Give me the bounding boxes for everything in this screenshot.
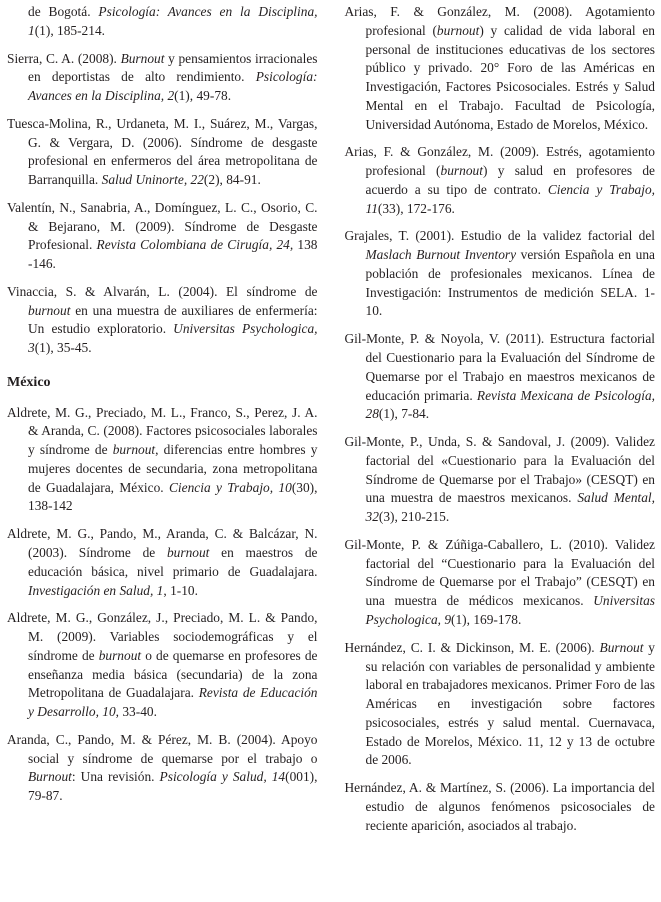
reference-text-segment: Aranda, C., Pando, M. & Pérez, M. B. (2004). Apoyo social y síndrome de quemarse por el trabajo o [7, 731, 318, 766]
reference-text-segment: de Bogotá. [28, 4, 99, 19]
reference-italic-segment: Psicología: Avances en la Disciplina, 1 [28, 4, 318, 38]
reference-text-segment: ) y salud en profesores de acuerdo a su tipo de contrato. [365, 163, 655, 197]
section-heading: México [7, 375, 51, 391]
reference-italic-segment: Ciencia y Trabajo, 11 [365, 181, 655, 216]
reference-text-segment: , 33-40. [115, 704, 157, 720]
references-column-right [345, 3, 656, 902]
reference-entry [7, 525, 318, 600]
reference-text-segment: Tuesca-Molina, R., Urdaneta, M. I., Suárez, M., Vargas, G. & Vergara, D. (2006). Síndrome de desgaste profesional en enfermeros del área metropolitana de Barranquilla. [7, 115, 318, 188]
reference-text-segment: y su relación con variables de personalidad y ambiente laboral en trabajadores mexicanos. Primer Foro de las Américas en investigación sobre factores psicosociales, estrés y salud mental. Cuernavaca, Estado de Morelos, México. 11, 12 y 13 de octubre de 2006. [365, 639, 656, 768]
reference-text-segment: Grajales, T. (2001). Estudio de la validez factorial del [344, 228, 655, 244]
reference-text-segment: (1), 169-178. [451, 611, 522, 627]
reference-text-segment: , 1-10. [163, 582, 198, 598]
reference-text-segment: en maestros de educación básica, nivel primario de Guadalajara. [28, 544, 318, 579]
reference-text-segment: (1), 35-45. [34, 340, 92, 356]
reference-text-segment: Aldrete, M. G., Preciado, M. L., Franco, S., Perez, J. A. & Aranda, C. (2008). Factores psicosociales laborales y síndrome de [7, 404, 318, 458]
reference-entry [7, 609, 318, 722]
reference-entry [345, 143, 656, 218]
reference-entry [345, 227, 656, 321]
reference-italic-segment: Revista de Educación y Desarrollo, 10 [28, 685, 318, 720]
reference-entry [7, 50, 318, 106]
reference-entry [345, 330, 656, 424]
reference-entry [345, 3, 656, 134]
reference-text-segment: 138 -146. [28, 237, 318, 272]
reference-text-segment: y pensamientos irracionales en deportistas de alto rendimiento. [28, 50, 318, 85]
reference-italic-segment: Burnout [28, 769, 72, 785]
reference-italic-segment: Universitas Psychologica, 9 [365, 593, 655, 627]
reference-text-segment: Valentín, N., Sanabria, A., Domínguez, L. C., Osorio, C. & Bejarano, M. (2009). Síndrome de Desgaste Profesional. [7, 199, 318, 253]
reference-text-segment: : Una revisión. [71, 769, 160, 785]
reference-entry [7, 199, 318, 274]
reference-italic-segment: Salud Uninorte, 22 [101, 172, 204, 188]
reference-text-segment: Gil-Monte, P., Unda, S. & Sandoval, J. (2009). Validez factorial del «Cuestionario para la Evaluación del Síndrome de Quemarse por el Trabajo» (CESQT) en una muestra de maestros mexicanos. [344, 434, 655, 506]
reference-text-segment: Aldrete, M. G., Pando, M., Aranda, C. & Balcázar, N. (2003). Síndrome de [7, 526, 318, 560]
reference-italic-segment: burnout [112, 442, 156, 458]
reference-text-segment: (1), 185-214. [34, 22, 105, 38]
reference-italic-segment: Salud Mental, 32 [365, 490, 655, 525]
reference-italic-segment: burnout [98, 647, 142, 663]
reference-entry [7, 115, 318, 190]
reference-text-segment: versión Española en una población de profesionales mexicanos. Línea de Investigación: Instrumentos de medición SELA. 1-10. [365, 247, 655, 319]
reference-entry [345, 779, 656, 835]
reference-italic-segment: burnout [28, 302, 71, 318]
reference-italic-segment: Psicología: Avances en la Disciplina, 2 [28, 69, 318, 104]
reference-italic-segment: burnout [436, 22, 480, 38]
reference-entry [7, 3, 318, 41]
references-column-left [7, 3, 318, 902]
reference-italic-segment: Revista Colombiana de Cirugía, 24, [96, 237, 294, 253]
reference-text-segment: Sierra, C. A. (2008). [7, 50, 121, 66]
reference-entry [7, 731, 318, 806]
reference-text-segment: Vinaccia, S. & Alvarán, L. (2004). El síndrome de [7, 283, 318, 299]
reference-text-segment: (33), 172-176. [377, 200, 455, 216]
reference-text-segment: en una muestra de auxiliares de enfermería: Un estudio exploratorio. [28, 302, 318, 337]
reference-italic-segment: Ciencia y Trabajo, 10 [169, 479, 292, 495]
reference-italic-segment: burnout [166, 544, 210, 560]
reference-text-segment: Hernández, A. & Martínez, S. (2006). La importancia del estudio de algunos fenómenos psicosociales de reciente aparición, asociados al trabajo. [344, 780, 655, 833]
reference-italic-segment: Universitas Psychologica, 3 [28, 321, 318, 356]
reference-italic-segment: burnout [440, 163, 483, 179]
reference-text-segment: Aldrete, M. G., González, J., Preciado, M. L. & Pando, M. (2009). Variables sociodemográficas y el síndrome de [7, 610, 318, 663]
reference-italic-segment: Burnout [599, 639, 644, 655]
reference-text-segment: (1), 7-84. [378, 406, 430, 422]
reference-italic-segment: Revista Mexicana de Psicología, 28 [365, 387, 655, 422]
reference-text-segment: Arias, F. & González, M. (2009). Estrés, agotamiento profesional ( [344, 144, 655, 179]
reference-text-segment: (1), 49-78. [174, 88, 232, 104]
reference-text-segment: , diferencias entre hombres y mujeres docentes de secundaria, zona metropolitana de Guadalajara, México. [28, 442, 318, 495]
reference-text-segment: Arias, F. & González, M. (2008). Agotamiento profesional ( [344, 4, 655, 38]
reference-italic-segment: Burnout [120, 50, 165, 66]
reference-text-segment: o de quemarse en profesores de enseñanza media básica (secundaria) de la zona Metropolitana de Guadalajara. [28, 647, 318, 701]
reference-text-segment: Hernández, C. I. & Dickinson, M. E. (2006). [344, 639, 600, 655]
reference-text-segment: (001), 79-87. [28, 769, 318, 804]
reference-text-segment: (2), 84-91. [203, 172, 261, 188]
reference-text-segment: (3), 210-215. [378, 509, 450, 525]
reference-entry [345, 433, 656, 527]
reference-entry [345, 536, 656, 630]
reference-entry [7, 283, 318, 358]
reference-entry [345, 639, 656, 770]
reference-text-segment: (30), 138-142 [28, 479, 318, 514]
reference-entry [7, 404, 318, 517]
reference-italic-segment: Psicología y Salud, 14 [159, 769, 286, 785]
reference-text-segment: Gil-Monte, P. & Zúñiga-Caballero, L. (2010). Validez factorial del “Cuestionario para la Evaluación del Síndrome de Quemarse por el Trabajo” (CESQT) en una muestra de médicos mexicanos. [344, 536, 655, 609]
reference-italic-segment: Investigación en Salud, 1 [28, 582, 164, 598]
reference-text-segment: ) y calidad de vida laboral en personal de instituciones educativas de los sectores público y privado. 20° Foro de las Américas en Investigación, Factores Psicosociales. Estrés y Salud Mental en el Trabajo. Facultad de Psicología, Universidad Autónoma, Estado de Morelos, México. [365, 22, 655, 132]
reference-italic-segment: Maslach Burnout Inventory [365, 247, 517, 263]
reference-text-segment: Gil-Monte, P. & Noyola, V. (2011). Estructura factorial del Cuestionario para la Evaluación del Síndrome de Quemarse por el Trabajo en maestros mexicanos de educación primaria. [344, 331, 655, 403]
